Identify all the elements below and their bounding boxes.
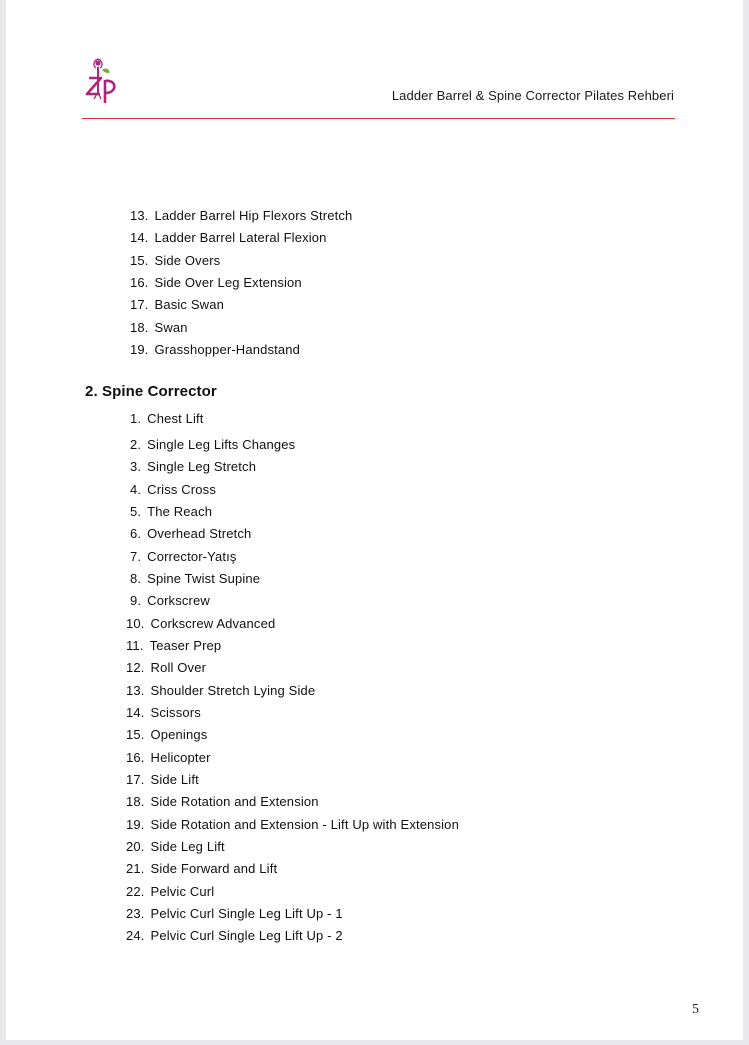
- list-item: [126, 683, 315, 699]
- list-item-number: 8.: [130, 570, 142, 586]
- list-item: [126, 638, 221, 654]
- list-item-number: 1.: [130, 411, 142, 426]
- list-item-label: Corrector-Yatış: [147, 548, 237, 564]
- header-title: Ladder Barrel & Spine Corrector Pilates Rehberi: [391, 88, 674, 103]
- zp-pilates-logo: [81, 58, 121, 110]
- list-item-label: Ladder Barrel Hip Flexors Stretch: [154, 208, 353, 223]
- list-item-label: Side Rotation and Extension - Lift Up with Extension: [150, 816, 459, 832]
- list-item-label: Side Rotation and Extension: [150, 794, 319, 810]
- list-item-number: 10.: [126, 615, 145, 631]
- list-item: [126, 750, 211, 766]
- list-item-number: 14.: [130, 230, 149, 246]
- list-item: [130, 342, 300, 358]
- list-item: [126, 884, 214, 900]
- list-item-label: Overhead Stretch: [147, 526, 252, 542]
- list-item-number: 14.: [126, 704, 145, 720]
- list-item-label: Ladder Barrel Lateral Flexion: [154, 230, 327, 246]
- list-item-label: Side Forward and Lift: [150, 861, 278, 877]
- list-item-label: Spine Twist Supine: [147, 570, 261, 586]
- list-item-label: Corkscrew: [147, 593, 210, 609]
- list-item-number: 18.: [126, 794, 145, 810]
- list-item: [130, 437, 295, 453]
- list-item-number: 21.: [126, 861, 145, 877]
- list-item-number: 11.: [126, 637, 144, 653]
- list-item-number: 6.: [130, 526, 142, 542]
- list-item-label: Pelvic Curl: [150, 883, 215, 899]
- list-item: [130, 549, 237, 565]
- list-item-number: 15.: [130, 252, 149, 268]
- list-item: [130, 526, 251, 542]
- list-item: [126, 928, 343, 944]
- header-divider: [82, 118, 675, 119]
- list-item-label: Swan: [154, 319, 188, 335]
- list-item: [130, 571, 260, 587]
- list-item-label: Openings: [150, 727, 208, 743]
- list-item-label: Single Leg Stretch: [147, 459, 257, 475]
- list-item: [130, 459, 256, 475]
- list-item: [130, 482, 216, 498]
- list-item-number: 18.: [130, 319, 149, 335]
- section-heading-spine-corrector: 2. Spine Corrector: [85, 383, 217, 400]
- list-item: [130, 593, 210, 609]
- list-item-label: Basic Swan: [154, 297, 224, 313]
- list-item: [126, 794, 319, 810]
- list-item-label: Grasshopper-Handstand: [154, 341, 301, 357]
- list-item-number: 2.: [130, 437, 142, 452]
- list-item-number: 3.: [130, 459, 142, 475]
- list-item: [126, 705, 201, 721]
- list-item-label: Side Lift: [150, 771, 199, 787]
- list-item-label: Teaser Prep: [149, 637, 222, 653]
- list-item-label: Roll Over: [150, 660, 207, 676]
- list-item-label: Criss Cross: [147, 481, 216, 497]
- list-item-number: 5.: [130, 503, 142, 519]
- list-item-number: 16.: [130, 274, 149, 290]
- list-item-number: 7.: [130, 548, 142, 564]
- list-item: [130, 320, 188, 336]
- list-item-number: 9.: [130, 593, 142, 609]
- list-item-label: Corkscrew Advanced: [150, 615, 276, 631]
- list-item-label: Helicopter: [150, 749, 211, 765]
- list-item-number: 15.: [126, 727, 145, 743]
- list-item-number: 19.: [130, 341, 149, 357]
- list-item-number: 19.: [126, 816, 145, 832]
- list-item-number: 17.: [130, 297, 149, 313]
- list-item-label: Side Over Leg Extension: [154, 274, 302, 290]
- list-item-number: 4.: [130, 481, 142, 497]
- list-item-label: Single Leg Lifts Changes: [147, 437, 296, 452]
- list-item-number: 17.: [126, 771, 145, 787]
- list-item-label: Pelvic Curl Single Leg Lift Up - 2: [150, 928, 343, 944]
- list-item: [126, 906, 343, 922]
- list-item: [126, 817, 459, 833]
- list-item-number: 20.: [126, 838, 145, 854]
- list-item-label: Side Overs: [154, 252, 221, 268]
- list-item-label: Chest Lift: [147, 411, 204, 426]
- page-number: 5: [692, 1002, 699, 1017]
- list-item-label: Shoulder Stretch Lying Side: [150, 682, 316, 698]
- list-item: [130, 297, 224, 313]
- list-item: [126, 616, 275, 632]
- list-item: [126, 660, 206, 676]
- list-item-number: 22.: [126, 883, 145, 899]
- list-item-number: 13.: [126, 682, 145, 698]
- list-item-number: 23.: [126, 905, 145, 921]
- document-page: [6, 0, 743, 1040]
- list-item-number: 12.: [126, 660, 145, 676]
- list-item: [130, 275, 302, 291]
- list-item-number: 16.: [126, 749, 145, 765]
- list-item-label: Pelvic Curl Single Leg Lift Up - 1: [150, 905, 343, 921]
- list-item-number: 24.: [126, 928, 145, 944]
- list-item: [130, 504, 212, 520]
- list-item-label: Side Leg Lift: [150, 838, 225, 854]
- list-item: [126, 861, 277, 877]
- list-item-label: The Reach: [147, 503, 213, 519]
- list-item: [130, 253, 220, 269]
- list-item-label: Scissors: [150, 704, 201, 720]
- list-item: [130, 230, 327, 246]
- list-item: [126, 772, 199, 788]
- list-item: [130, 208, 352, 224]
- list-item: [130, 411, 204, 427]
- list-item-number: 13.: [130, 208, 149, 223]
- list-item: [126, 839, 225, 855]
- list-item: [126, 727, 207, 743]
